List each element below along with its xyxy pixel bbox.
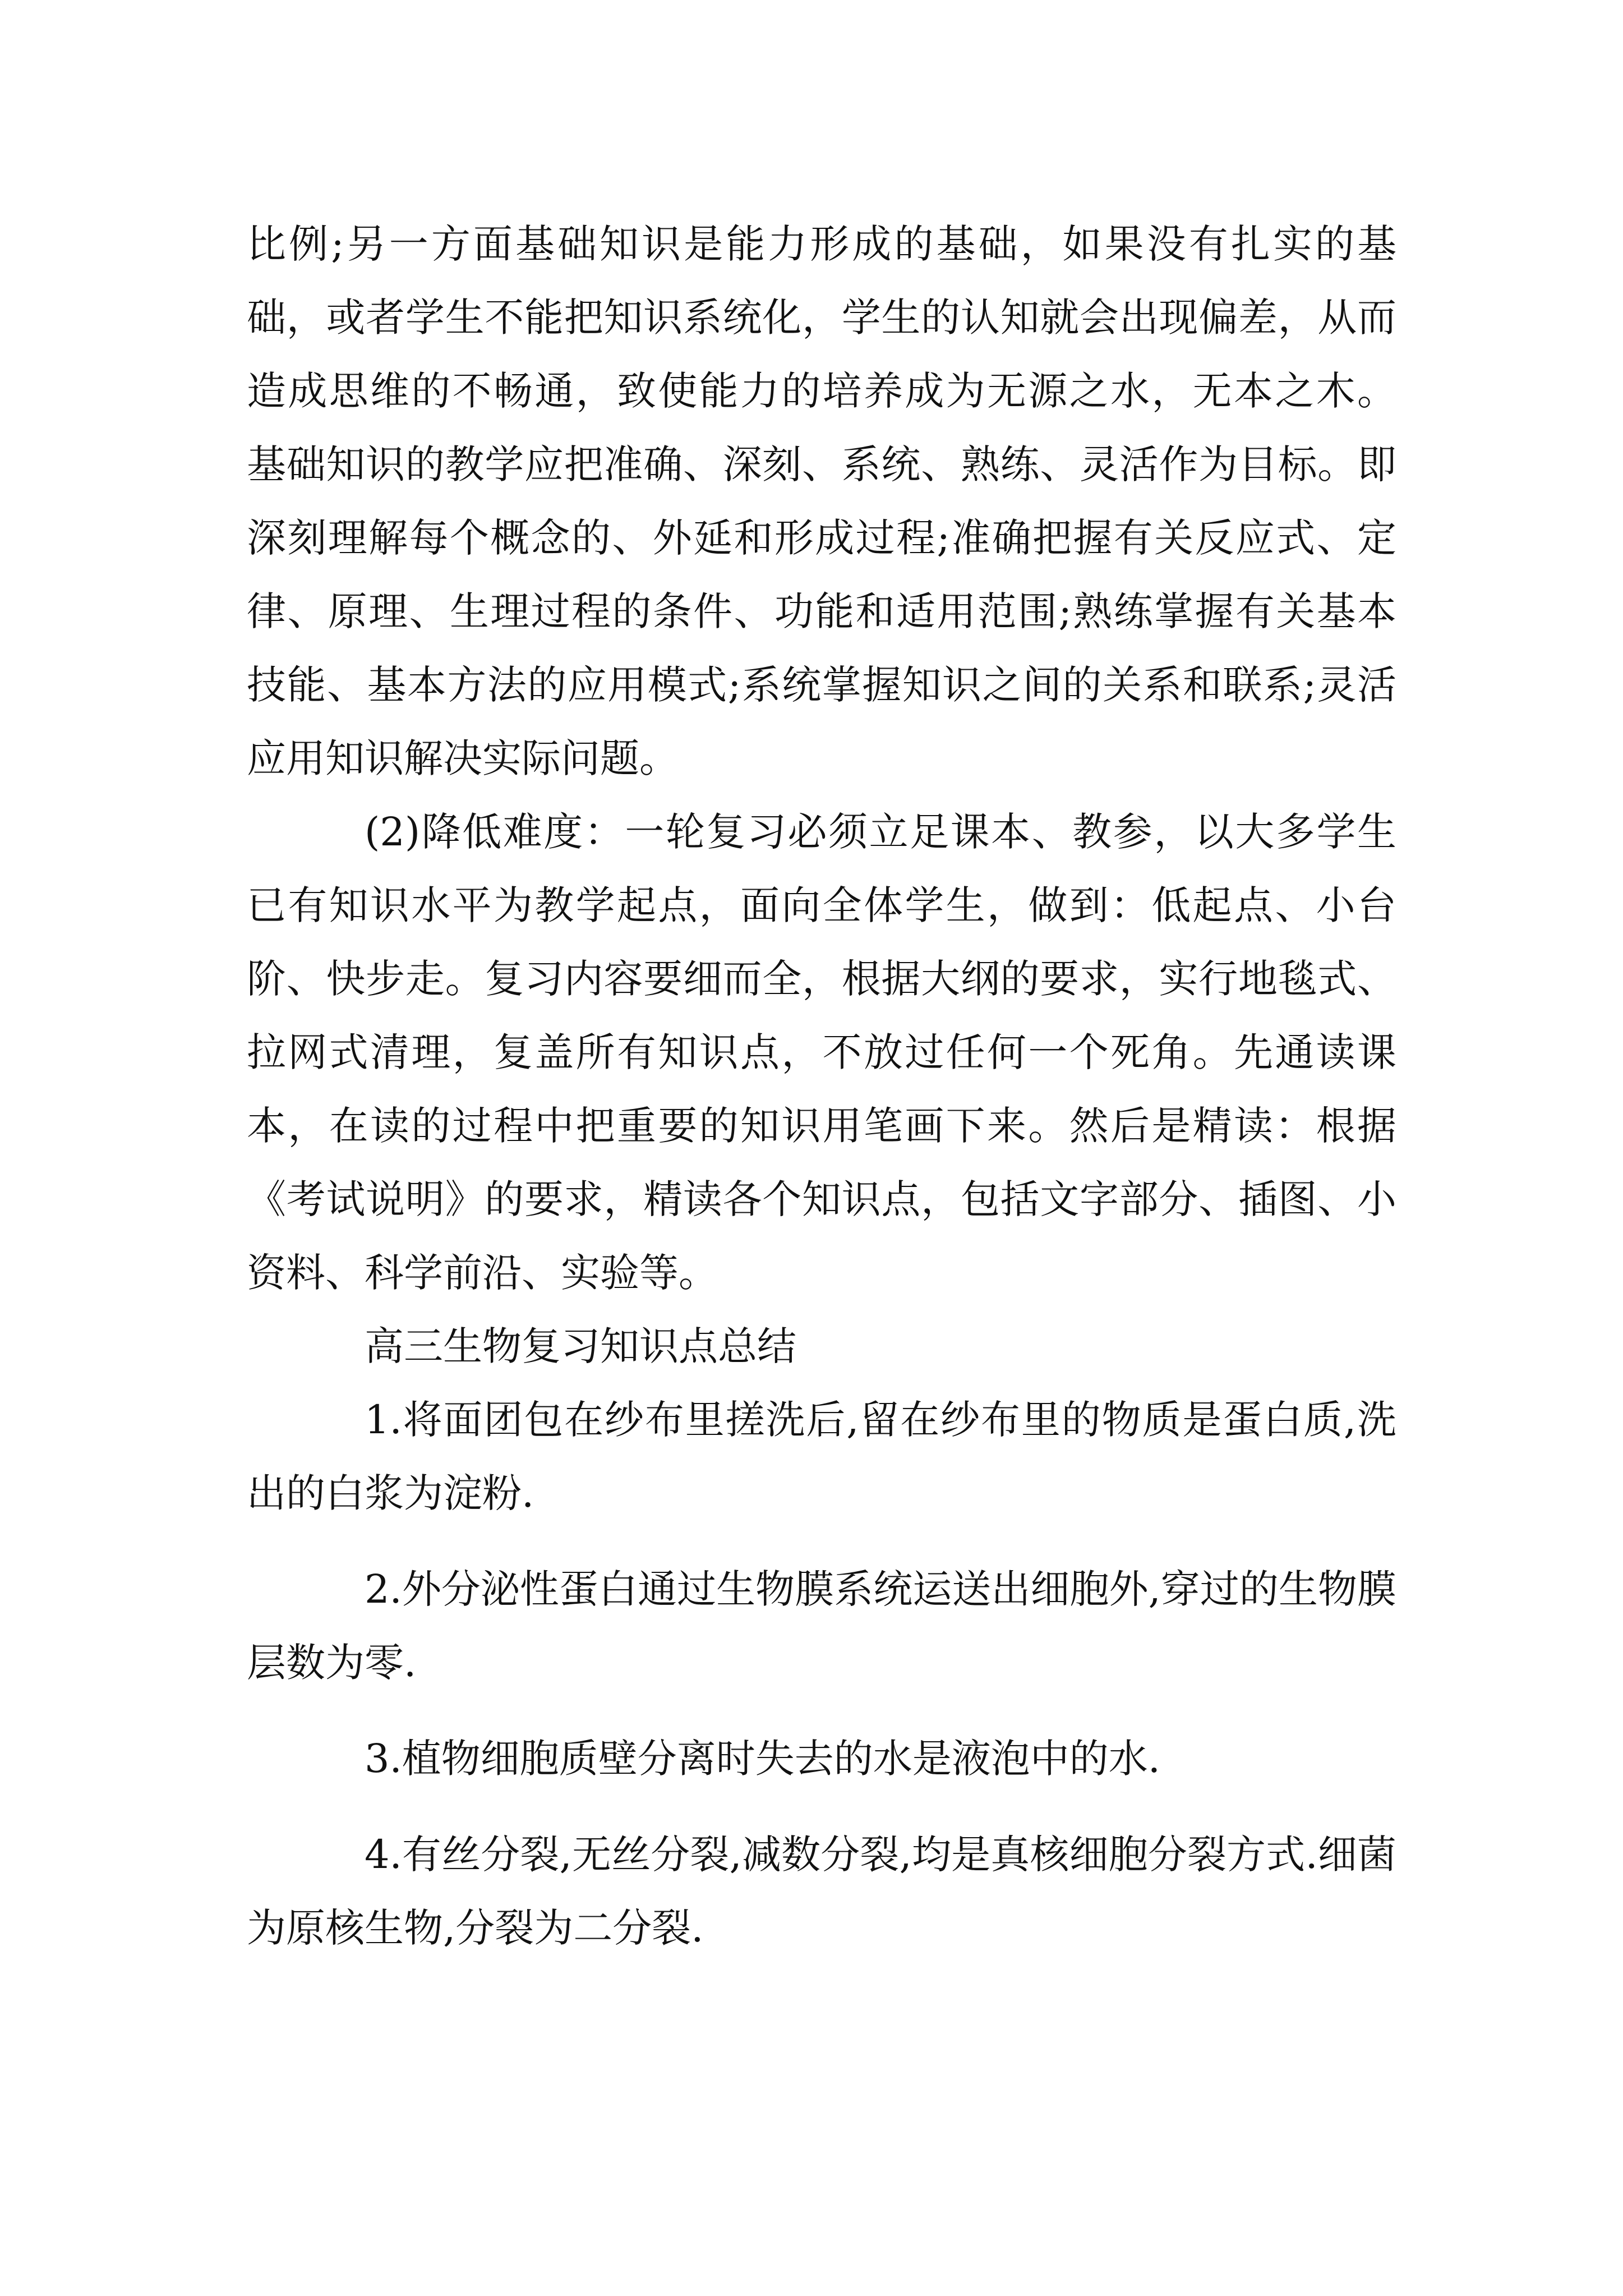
list-item: 1.将面团包在纱布里搓洗后,留在纱布里的物质是蛋白质,洗出的白浆为淀粉. — [247, 1397, 1396, 1516]
list-item: 2.外分泌性蛋白通过生物膜系统运送出细胞外,穿过的生物膜层数为零. — [247, 1566, 1396, 1686]
list-item: 4.有丝分裂,无丝分裂,减数分裂,均是真核细胞分裂方式.细菌为原核生物,分裂为二分裂. — [247, 1832, 1396, 1951]
section-title: 高三生物复习知识点总结 — [365, 1323, 796, 1369]
paragraph-reduce-difficulty: (2)降低难度：一轮复习必须立足课本、教参，以大多学生已有知识水平为教学起点，面向全体学生，做到：低起点、小台阶、快步走。复习内容要细而全，根据大纲的要求，实行地毯式、拉网式清理，复盖所有知识点，不放过任何一个死角。先通读课本，在读的过程中把重要的知识用笔画下来。然后是精读：根据《考试说明》的要求，精读各个知识点，包括文字部分、插图、小资料、科学前沿、实验等。 — [247, 809, 1396, 1296]
list-item: 3.植物细胞质壁分离时失去的水是液泡中的水. — [365, 1736, 1161, 1782]
paragraph-continued: 比例;另一方面基础知识是能力形成的基础，如果没有扎实的基础，或者学生不能把知识系统化，学生的认知就会出现偏差，从而造成思维的不畅通，致使能力的培养成为无源之水，无本之木。 基础知识的教学应把准确、深刻、系统、熟练、灵活作为目标。即深刻理解每个概念的、外延和形成过程;准确把握有关反应式、定律、原理、生理过程的条件、功能和适用范围;熟练掌握有关基本技能、基本方法的应用模式;系统掌握知识之间的关系和联系;灵活应用知识解决实际问题。 — [247, 221, 1396, 781]
document-body — [247, 208, 1396, 1965]
